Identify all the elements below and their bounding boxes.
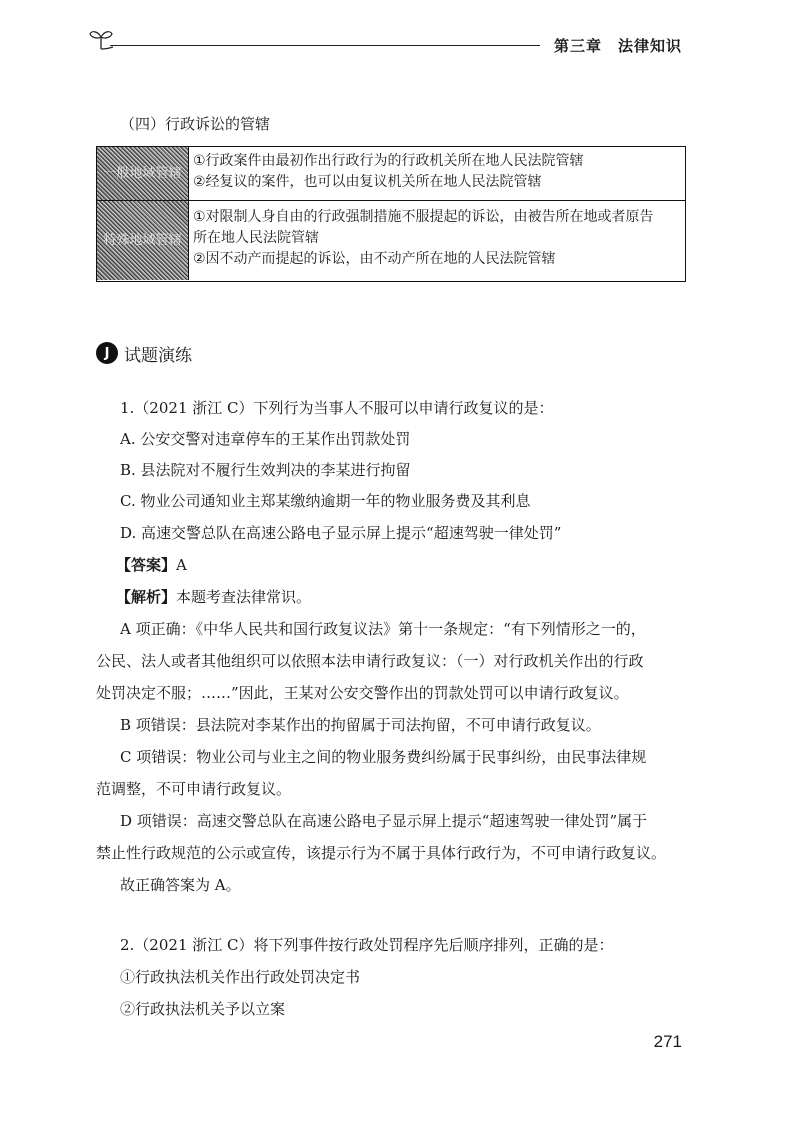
option-d: D. 高速交警总队在高速公路电子显示屏上提示“超速驾驶一律处罚” <box>120 524 562 542</box>
cell-line: 所在地人民法院管辖 <box>193 230 319 246</box>
page-number: 271 <box>653 1032 682 1051</box>
explain-line: 公民、法人或者其他组织可以依照本法申请行政复议：（一）对行政机关作出的行政 <box>96 652 644 670</box>
explain-line: A 项正确：《中华人民共和国行政复议法》第十一条规定：“有下列情形之一的， <box>120 620 646 638</box>
sprout-icon <box>88 28 114 50</box>
answer-value: A <box>176 556 187 574</box>
row-content <box>193 207 677 270</box>
section-title: （四）行政诉讼的管辖 <box>120 115 271 133</box>
chapter-title: 第三章 法律知识 <box>554 37 683 55</box>
cell-line: ①对限制人身自由的行政强制措施不服提起的诉讼，由被告所在地或者原告 <box>193 209 654 225</box>
table-row <box>97 147 685 201</box>
explain-line: 禁止性行政规范的公示或宣传，该提示行为不属于具体行政行为，不可申请行政复议。 <box>96 844 667 862</box>
table-row <box>97 201 685 280</box>
question-stem: 1.（2021 浙江 C）下列行为当事人不服可以申请行政复议的是： <box>120 399 554 417</box>
practice-badge-icon: J <box>96 342 118 364</box>
option-b: B. 县法院对不履行生效判决的李某进行拘留 <box>120 461 411 479</box>
jurisdiction-table <box>96 146 686 282</box>
cell-line: ①行政案件由最初作出行政行为的行政机关所在地人民法院管辖 <box>193 153 584 169</box>
practice-title: 试题演练 <box>124 346 192 366</box>
list-item: ①行政执法机关作出行政处罚决定书 <box>120 968 361 986</box>
explain-line: 范调整，不可申请行政复议。 <box>96 780 292 798</box>
explain-line: 处罚决定不服；……”因此，王某对公安交警作出的罚款处罚可以申请行政复议。 <box>96 684 629 702</box>
analysis-text: 本题考查法律常识。 <box>176 588 312 606</box>
explain-line: C 项错误：物业公司与业主之间的物业服务费纠纷属于民事纠纷，由民事法律规 <box>120 748 647 766</box>
cell-line: ②因不动产而提起的诉讼，由不动产所在地的人民法院管辖 <box>193 251 556 267</box>
explain-line: D 项错误：高速交警总队在高速公路电子显示屏上提示“超速驾驶一律处罚”属于 <box>120 812 648 830</box>
analysis-tag: 【解析】 <box>116 588 177 606</box>
question-stem: 2.（2021 浙江 C）将下列事件按行政处罚程序先后顺序排列，正确的是： <box>120 936 614 954</box>
answer-line <box>116 554 187 575</box>
cell-line: ②经复议的案件，也可以由复议机关所在地人民法院管辖 <box>193 174 542 190</box>
explain-line: 故正确答案为 A。 <box>120 876 241 894</box>
explain-line: B 项错误：县法院对李某作出的拘留属于司法拘留，不可申请行政复议。 <box>120 716 601 734</box>
row-header: 一般地域管辖 <box>97 147 189 200</box>
analysis-line <box>116 586 311 607</box>
row-content <box>193 151 677 193</box>
header-rule <box>110 45 540 46</box>
row-header: 特殊地域管辖 <box>97 201 189 280</box>
answer-tag: 【答案】 <box>116 556 177 574</box>
option-c: C. 物业公司通知业主郑某缴纳逾期一年的物业服务费及其利息 <box>120 492 531 510</box>
list-item: ②行政执法机关予以立案 <box>120 1000 286 1018</box>
option-a: A. 公安交警对违章停车的王某作出罚款处罚 <box>120 430 411 448</box>
